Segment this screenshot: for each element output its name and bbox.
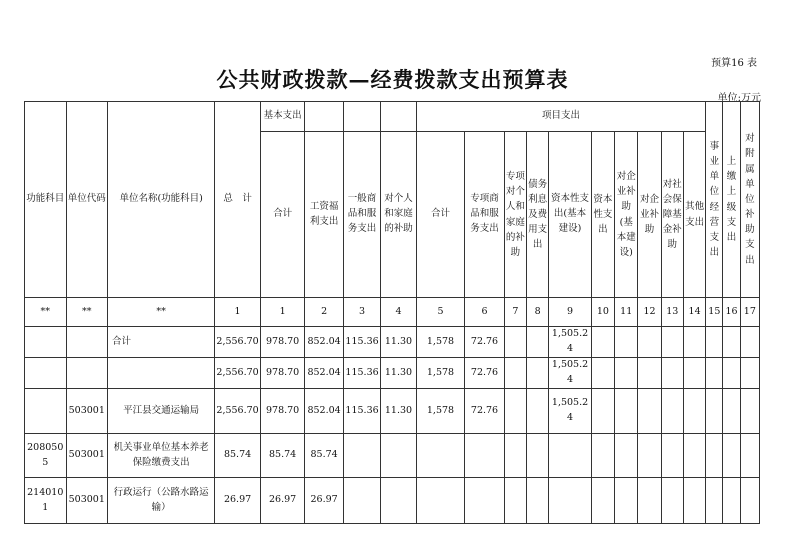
table-row bbox=[25, 389, 760, 434]
header-capital: 资本性支出 bbox=[591, 132, 614, 298]
empty-cell bbox=[504, 327, 526, 358]
personal-cell: 11.30 bbox=[381, 358, 416, 389]
unit-name-cell: 平江县交通运输局 bbox=[108, 389, 215, 434]
empty-cell bbox=[740, 358, 759, 389]
unit-label: 单位:万元 bbox=[717, 93, 761, 104]
capital-basic-cell: 1,505.24 bbox=[549, 389, 592, 434]
index-cell: 1 bbox=[215, 298, 261, 327]
empty-cell bbox=[683, 478, 705, 524]
wage-cell: 85.74 bbox=[305, 434, 343, 478]
personal-cell: 11.30 bbox=[381, 389, 416, 434]
header-enterprise: 对企业补助 bbox=[638, 132, 661, 298]
empty-cell bbox=[615, 478, 638, 524]
unit-code-cell bbox=[66, 358, 108, 389]
proj-sum-cell: 1,578 bbox=[416, 358, 465, 389]
goods-cell: 115.36 bbox=[343, 327, 380, 358]
empty-cell bbox=[706, 327, 723, 358]
page-title: 公共财政拨款—经费拨款支出预算表 bbox=[216, 67, 569, 92]
index-cell: 10 bbox=[591, 298, 614, 327]
index-row bbox=[25, 298, 760, 327]
index-cell: ** bbox=[108, 298, 215, 327]
empty-cell bbox=[638, 327, 661, 358]
table-row bbox=[25, 358, 760, 389]
header-basic-blank-2 bbox=[343, 102, 380, 132]
empty-cell bbox=[723, 389, 740, 434]
unit-code-cell: 503001 bbox=[66, 434, 108, 478]
empty-cell bbox=[591, 389, 614, 434]
header-special-goods: 专项商品和服务支出 bbox=[465, 132, 504, 298]
capital-basic-cell: 1,505.24 bbox=[549, 327, 592, 358]
empty-cell bbox=[591, 478, 614, 524]
personal-cell bbox=[381, 434, 416, 478]
unit-code-cell: 503001 bbox=[66, 478, 108, 524]
empty-cell bbox=[504, 434, 526, 478]
header-goods: 一般商品和服务支出 bbox=[343, 132, 380, 298]
func-code-cell bbox=[25, 327, 67, 358]
special-goods-cell bbox=[465, 434, 504, 478]
index-cell: 15 bbox=[706, 298, 723, 327]
empty-cell bbox=[527, 434, 549, 478]
func-code-cell: 2080505 bbox=[25, 434, 67, 478]
empty-cell bbox=[661, 434, 683, 478]
empty-cell bbox=[661, 389, 683, 434]
empty-cell bbox=[661, 358, 683, 389]
table-row bbox=[25, 478, 760, 524]
empty-cell bbox=[706, 434, 723, 478]
empty-cell bbox=[591, 434, 614, 478]
goods-cell bbox=[343, 434, 380, 478]
basic-sum-cell: 978.70 bbox=[260, 327, 305, 358]
header-business: 事业单位经营支出 bbox=[706, 102, 723, 298]
capital-basic-cell: 1,505.24 bbox=[549, 358, 592, 389]
empty-cell bbox=[638, 434, 661, 478]
empty-cell bbox=[527, 478, 549, 524]
index-cell: 17 bbox=[740, 298, 759, 327]
index-cell: 13 bbox=[661, 298, 683, 327]
table-number: 预算16 表 bbox=[711, 58, 757, 69]
wage-cell: 852.04 bbox=[305, 358, 343, 389]
index-cell: 7 bbox=[504, 298, 526, 327]
table-row bbox=[25, 327, 760, 358]
index-cell: ** bbox=[66, 298, 108, 327]
total-cell: 2,556.70 bbox=[215, 389, 261, 434]
wage-cell: 26.97 bbox=[305, 478, 343, 524]
index-cell: 16 bbox=[723, 298, 740, 327]
special-goods-cell: 72.76 bbox=[465, 358, 504, 389]
empty-cell bbox=[527, 327, 549, 358]
goods-cell bbox=[343, 478, 380, 524]
empty-cell bbox=[723, 358, 740, 389]
header-basic-blank-3 bbox=[381, 102, 416, 132]
empty-cell bbox=[683, 327, 705, 358]
wage-cell: 852.04 bbox=[305, 327, 343, 358]
func-code-cell bbox=[25, 358, 67, 389]
empty-cell bbox=[740, 434, 759, 478]
empty-cell bbox=[723, 434, 740, 478]
empty-cell bbox=[638, 389, 661, 434]
basic-sum-cell: 978.70 bbox=[260, 358, 305, 389]
empty-cell bbox=[638, 358, 661, 389]
goods-cell: 115.36 bbox=[343, 389, 380, 434]
basic-sum-cell: 978.70 bbox=[260, 389, 305, 434]
header-personal: 对个人和家庭的补助 bbox=[381, 132, 416, 298]
empty-cell bbox=[706, 389, 723, 434]
empty-cell bbox=[504, 358, 526, 389]
index-cell: 2 bbox=[305, 298, 343, 327]
special-goods-cell: 72.76 bbox=[465, 389, 504, 434]
index-cell: 8 bbox=[527, 298, 549, 327]
empty-cell bbox=[683, 389, 705, 434]
empty-cell bbox=[723, 327, 740, 358]
empty-cell bbox=[504, 389, 526, 434]
header-special-personal: 专项对个人和家庭的补助 bbox=[504, 132, 526, 298]
empty-cell bbox=[740, 327, 759, 358]
empty-cell bbox=[683, 358, 705, 389]
total-cell: 2,556.70 bbox=[215, 358, 261, 389]
index-cell: 5 bbox=[416, 298, 465, 327]
basic-sum-cell: 26.97 bbox=[260, 478, 305, 524]
personal-cell: 11.30 bbox=[381, 327, 416, 358]
table-row bbox=[25, 434, 760, 478]
total-cell: 26.97 bbox=[215, 478, 261, 524]
empty-cell bbox=[661, 327, 683, 358]
empty-cell bbox=[706, 478, 723, 524]
index-cell: 3 bbox=[343, 298, 380, 327]
proj-sum-cell bbox=[416, 478, 465, 524]
proj-sum-cell: 1,578 bbox=[416, 327, 465, 358]
empty-cell bbox=[591, 358, 614, 389]
empty-cell bbox=[740, 389, 759, 434]
proj-sum-cell: 1,578 bbox=[416, 389, 465, 434]
index-cell: ** bbox=[25, 298, 67, 327]
personal-cell bbox=[381, 478, 416, 524]
func-code-cell: 2140101 bbox=[25, 478, 67, 524]
empty-cell bbox=[527, 358, 549, 389]
proj-sum-cell bbox=[416, 434, 465, 478]
index-cell: 14 bbox=[683, 298, 705, 327]
empty-cell bbox=[723, 478, 740, 524]
empty-cell bbox=[504, 478, 526, 524]
empty-cell bbox=[683, 434, 705, 478]
index-cell: 9 bbox=[549, 298, 592, 327]
unit-code-cell bbox=[66, 327, 108, 358]
header-upper: 上缴上级支出 bbox=[723, 102, 740, 298]
header-debt: 债务利息及费用支出 bbox=[527, 132, 549, 298]
empty-cell bbox=[638, 478, 661, 524]
special-goods-cell bbox=[465, 478, 504, 524]
header-social: 对社会保障基金补助 bbox=[661, 132, 683, 298]
total-cell: 85.74 bbox=[215, 434, 261, 478]
index-cell: 11 bbox=[615, 298, 638, 327]
basic-sum-cell: 85.74 bbox=[260, 434, 305, 478]
header-project: 项目支出 bbox=[416, 102, 706, 132]
header-unit-code: 单位代码 bbox=[66, 102, 108, 298]
func-code-cell bbox=[25, 389, 67, 434]
header-unit-name: 单位名称(功能科目) bbox=[108, 102, 215, 298]
empty-cell bbox=[615, 327, 638, 358]
unit-name-cell bbox=[108, 358, 215, 389]
index-cell: 4 bbox=[381, 298, 416, 327]
header-proj-sum: 合计 bbox=[416, 132, 465, 298]
header-capital-basic: 资本性支出(基本建设) bbox=[549, 132, 592, 298]
header-func-code: 功能科目 bbox=[25, 102, 67, 298]
total-cell: 2,556.70 bbox=[215, 327, 261, 358]
header-other: 其他支出 bbox=[683, 132, 705, 298]
unit-code-cell: 503001 bbox=[66, 389, 108, 434]
budget-table bbox=[24, 101, 760, 524]
empty-cell bbox=[615, 358, 638, 389]
header-wage: 工资福利支出 bbox=[305, 132, 343, 298]
unit-name-cell: 机关事业单位基本养老保险缴费支出 bbox=[108, 434, 215, 478]
unit-name-cell: 合计 bbox=[108, 327, 215, 358]
header-basic-sum: 合计 bbox=[260, 132, 305, 298]
header-basic-blank-1 bbox=[305, 102, 343, 132]
header-total: 总 计 bbox=[215, 102, 261, 298]
index-cell: 1 bbox=[260, 298, 305, 327]
empty-cell bbox=[615, 434, 638, 478]
empty-cell bbox=[591, 327, 614, 358]
empty-cell bbox=[740, 478, 759, 524]
index-cell: 12 bbox=[638, 298, 661, 327]
empty-cell bbox=[706, 358, 723, 389]
capital-basic-cell bbox=[549, 434, 592, 478]
index-cell: 6 bbox=[465, 298, 504, 327]
capital-basic-cell bbox=[549, 478, 592, 524]
empty-cell bbox=[527, 389, 549, 434]
special-goods-cell: 72.76 bbox=[465, 327, 504, 358]
empty-cell bbox=[661, 478, 683, 524]
unit-name-cell: 行政运行（公路水路运输） bbox=[108, 478, 215, 524]
header-subsidiary: 对附属单位补助支出 bbox=[740, 102, 759, 298]
wage-cell: 852.04 bbox=[305, 389, 343, 434]
empty-cell bbox=[615, 389, 638, 434]
header-basic: 基本支出 bbox=[260, 102, 305, 132]
goods-cell: 115.36 bbox=[343, 358, 380, 389]
header-enterprise-basic: 对企业补助(基本建设) bbox=[615, 132, 638, 298]
